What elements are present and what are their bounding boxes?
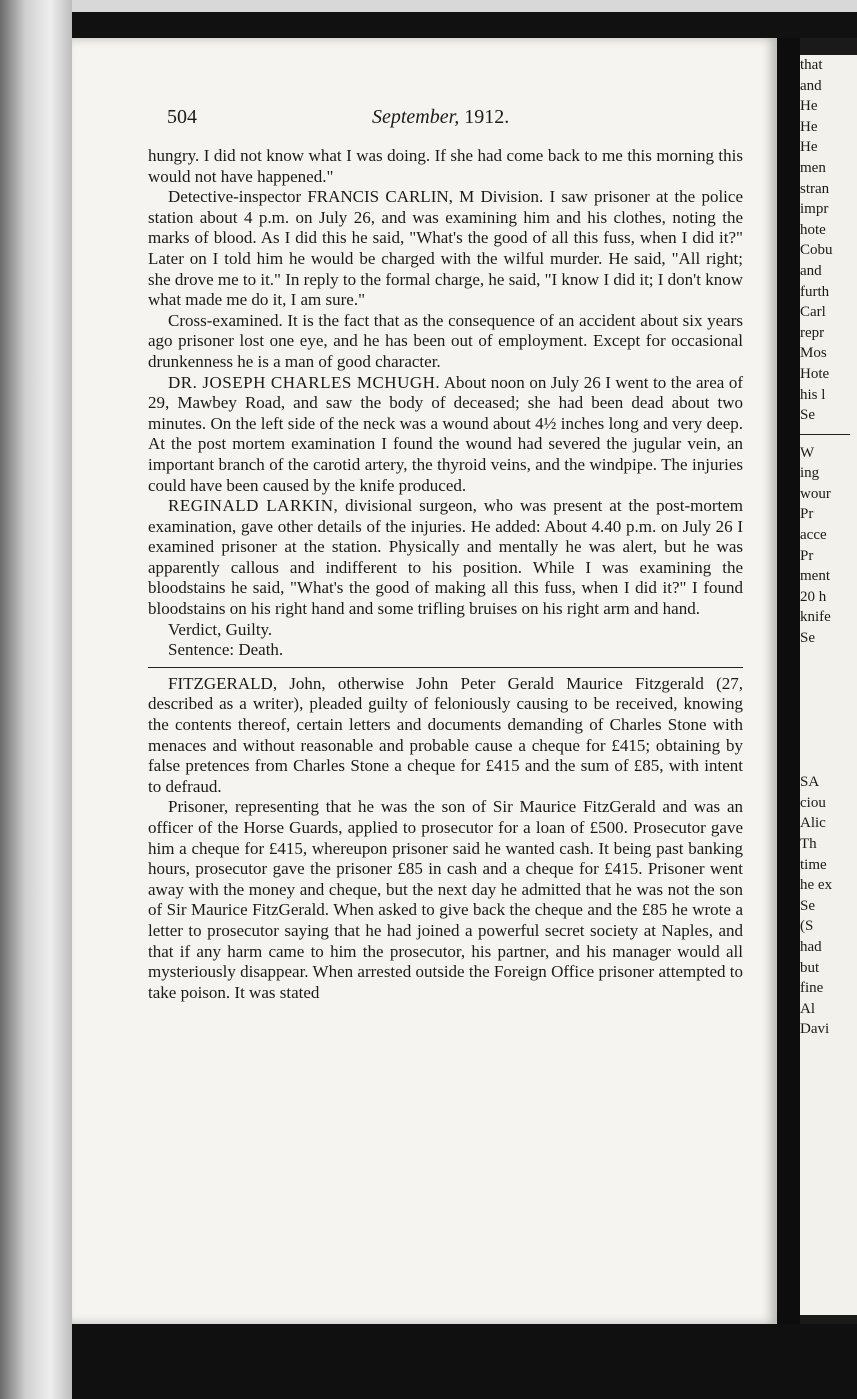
facing-page-line: Se [800,897,815,914]
section-divider [148,667,743,668]
facing-page-line: (S [800,918,814,935]
facing-page-line: Carl [800,304,826,321]
facing-page-line: that [800,57,823,73]
running-head [372,106,509,129]
facing-page-line: He [800,139,818,156]
facing-page-line: repr [800,324,825,341]
facing-page-line: SA [800,774,820,791]
facing-page-line: Hote [800,365,830,382]
facing-page-line: Davi [800,1021,830,1038]
facing-page-text [800,55,857,1040]
facing-page-gap [800,649,857,773]
facing-page-line: ment [800,568,830,585]
facing-page-line: impr [800,201,829,218]
facing-page-line: Pr [800,506,814,523]
facing-page-line: 20 h [800,588,827,605]
page-number: 504 [167,106,197,128]
witness-name: REGINALD LARKIN, [168,496,339,516]
facing-page-line: acce [800,527,827,544]
facing-page-line: stran [800,180,830,197]
facing-page-line: and [800,77,822,94]
running-head-month: September, [372,106,460,128]
verdict: Verdict, Guilty. [168,619,273,639]
facing-page-gap [800,434,850,435]
facing-page-line: W [800,444,815,461]
paragraph: Cross-examined. It is the fact that as the consequence of an accident about six years ago prisoner lost one eye, and he has been out of employment. Except for occasional drunkenness he is a man of good character. [148,310,743,371]
facing-page-line: time [800,856,827,873]
paragraph: hungry. I did not know what I was doing. If she had come back to me this morning this would not have happened." [148,146,743,186]
facing-page-line: fine [800,980,824,997]
facing-page-line: had [800,938,822,955]
running-head-year: 1912. [464,106,510,128]
facing-page-line: He [800,118,818,135]
facing-page-line: He [800,98,818,115]
sentence: Sentence: Death. [168,640,284,660]
facing-page-line: Pr [800,547,814,564]
facing-page-line: men [800,159,826,176]
document-page [72,38,777,1324]
facing-page-line: hote [800,221,826,238]
facing-page-line: ciou [800,794,826,811]
body-text [148,146,743,1003]
paragraph [148,674,743,798]
witness-name: DR. JOSEPH CHARLES MCHUGH. [168,372,441,392]
facing-page-line: but [800,959,820,976]
facing-page-line: Se [800,630,815,647]
facing-page-line: he ex [800,877,833,894]
facing-page [800,55,857,1315]
facing-page-line: Alic [800,815,826,832]
facing-page-line: Mos [800,345,827,362]
facing-page-line: Th [800,836,817,852]
facing-page-line: Se [800,407,815,424]
verdict-block [148,620,743,661]
book-gutter [777,38,800,1338]
page-header [167,106,767,136]
paragraph-text: otherwise John Peter Gerald Maurice Fitzgerald (27, described as a writer), pleaded guilty of feloniously causing to be received, knowing the contents thereof, certain letters and documents demanding of Charles Stone with menaces and without reasonable and probable cause a cheque for £415; obtaining by false pretences from Charles Stone a cheque for £415 and the sum of £85, with intent to defraud. [148,673,743,796]
defendant-name: FITZGERALD, John, [168,673,326,693]
facing-page-line: Cobu [800,242,833,259]
facing-page-line: and [800,262,822,279]
paragraph: Detective-inspector FRANCIS CARLIN, M Division. I saw prisoner at the police station about 4 p.m. on July 26, and was examining him and his clothes, noting the marks of blood. As I did this he said, "What's the good of all this fuss, when I did it?" Later on I told him he would be charged with the wilful murder. He said, "All right; she drove me to it." In reply to the formal charge, he said, "I know I did it; I don't know what made me do it, I am sure." [148,187,743,310]
paragraph-text: About noon on July 26 I went to the area of 29, Mawbey Road, and saw the body of deceased; she had been dead about two minutes. On the left side of the neck was a wound about 4½ inches long and very deep. At the post mortem examination I found the wound had severed the jugular vein, an important branch of the carotid artery, the thyroid veins, and the windpipe. The injuries could have been caused by the knife produced. [148,372,743,495]
left-page-edge [0,0,72,1399]
facing-page-line: wour [800,485,831,502]
facing-page-line: knife [800,609,831,626]
facing-page-line: ing [800,465,820,482]
paragraph [148,373,743,497]
paragraph: Prisoner, representing that he was the son of Sir Maurice FitzGerald and was an officer of the Horse Guards, applied to prosecutor for a loan of £500. Prosecutor gave him a cheque for £415, whereupon prisoner said he wanted cash. It being past banking hours, prosecutor gave the prisoner £85 in cash and a cheque for £415. Prisoner went away with the money and cheque, but the next day he admitted that he was not the son of Sir Maurice FitzGerald. When asked to give back the cheque and the £85 he wrote a letter to prosecutor saying that he had joined a powerful secret society at Naples, and that if any harm came to him the prosecutor, his partner, and his manager would all mysteriously disappear. When arrested outside the Foreign Office prisoner attempted to take poison. It was stated [148,797,743,1002]
facing-page-line: his l [800,386,826,403]
paragraph [148,496,743,620]
facing-page-line: Al [800,1000,815,1017]
bottom-margin [72,1324,857,1399]
facing-page-line: furth [800,283,830,300]
top-shadow [72,12,857,38]
paragraph-text: divisional surgeon, who was present at the post-mortem examination, gave other details of the injuries. He added: About 4.40 p.m. on July 26 I examined prisoner at the station. Physically and mentally he was alert, but he was apparently callous and indifferent to his position. While I was examining the bloodstains he said, "What's the good of making all this fuss, when I did it?" I found bloodstains on his right hand and some trifling bruises on his right arm and hand. [148,496,744,619]
